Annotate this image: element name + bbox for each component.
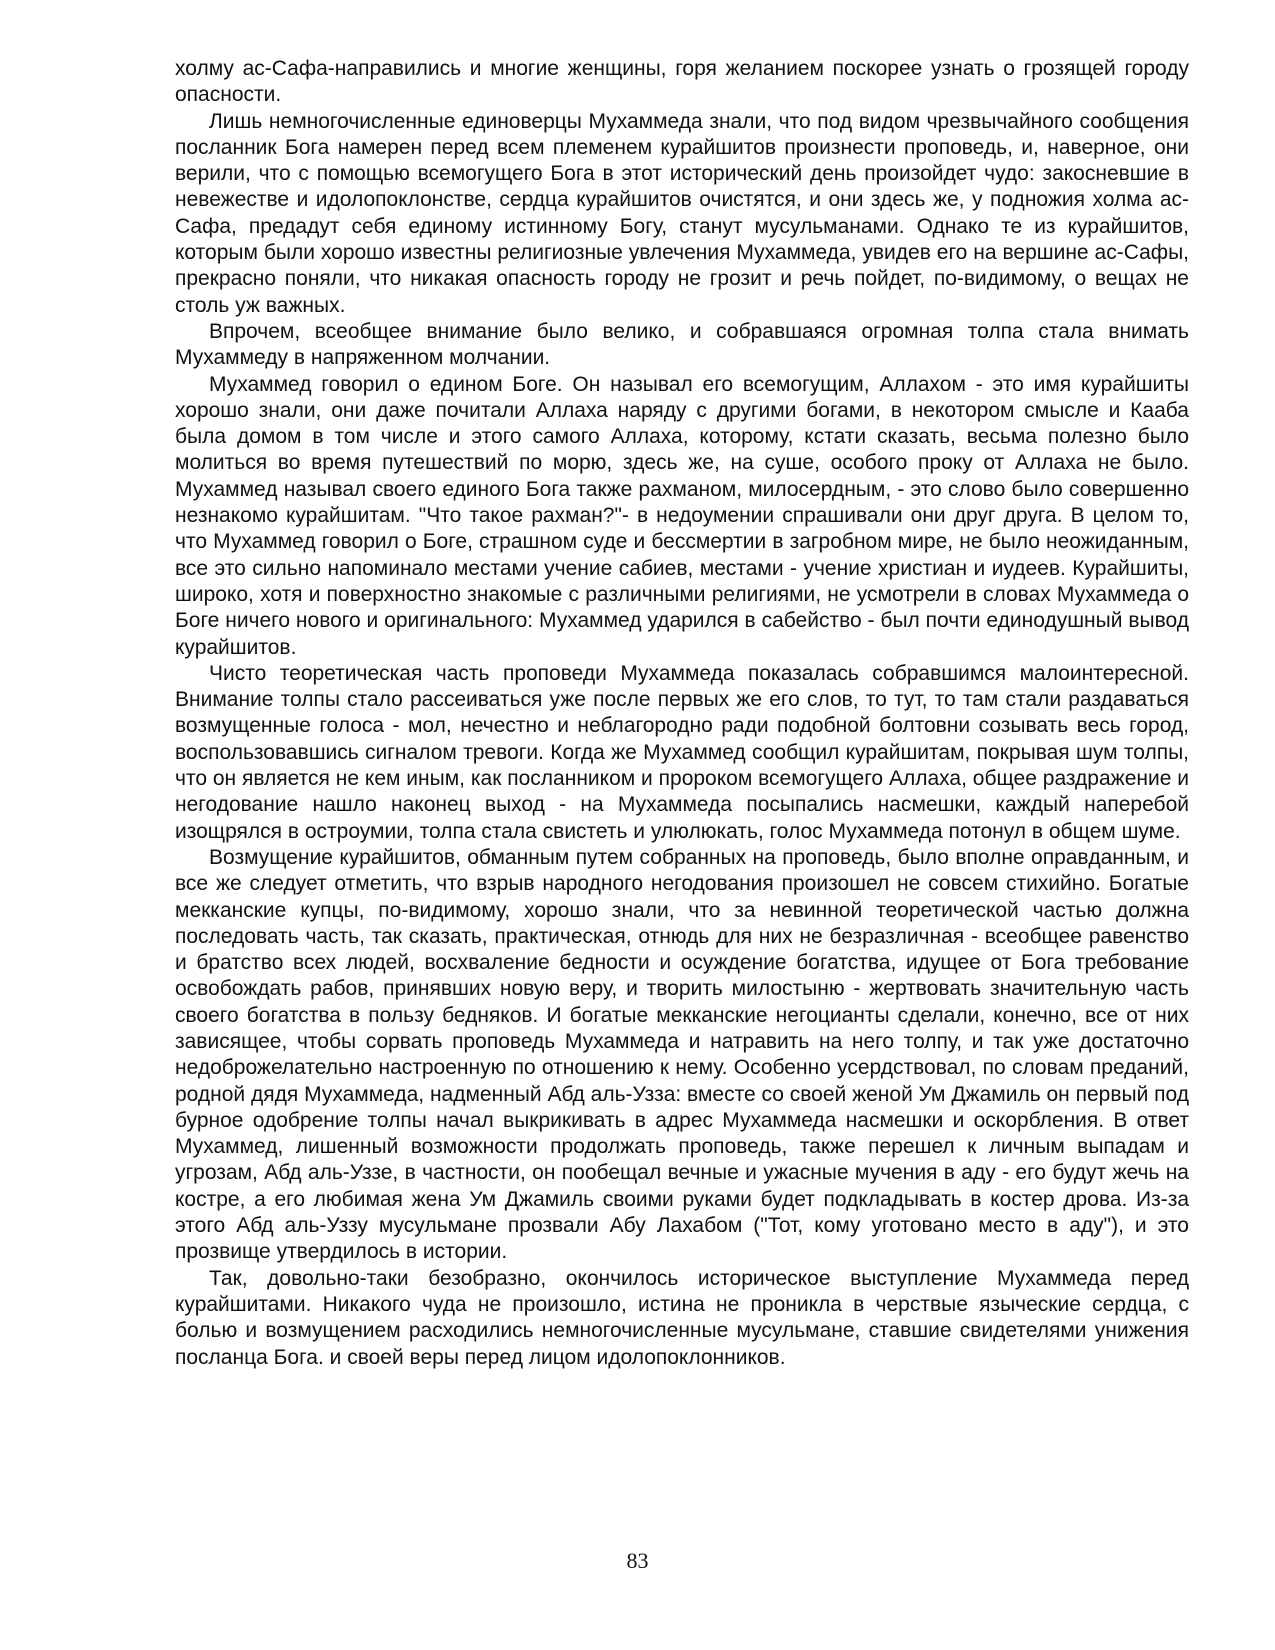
paragraph-followers: Лишь немногочисленные единоверцы Мухаммеда знали, что под видом чрезвычайного сообщения посланник Бога намерен перед всем племенем курайшитов произнести проповедь, и, наверное, они верили, что с помощью всемогущего Бога в этот исторический день произойдет чудо: закосневшие в невежестве и идолопоклонстве, сердца курайшитов очистятся, и они здесь же, у подножия холма ас-Сафа, предадут себя единому истинному Богу, станут мусульманами. Однако те из курайшитов, которым были хорошо известны религиозные увлечения Мухаммеда, увидев его на вершине ас-Сафы, прекрасно поняли, что никакая опасность городу не грозит и речь пойдет, по-видимому, о вещах не столь уж важных.: [175, 109, 1189, 317]
page-body: [175, 56, 1189, 1371]
paragraph-continuation: холму ас-Сафа-направились и многие женщины, горя желанием поскорее узнать о грозящей городу опасности.: [175, 57, 1189, 107]
paragraph-ending: Так, довольно-таки безобразно, окончилось историческое выступление Мухаммеда перед курайшитами. Никакого чуда не произошло, истина не проникла в черствые языческие сердца, с болью и возмущением расходились немногочисленные мусульмане, ставшие свидетелями унижения посланца Бога. и своей веры перед лицом идолопоклонников.: [175, 1266, 1189, 1369]
paragraph-theoretical-part: Чисто теоретическая часть проповеди Мухаммеда показалась собравшимся малоинтересной. Внимание толпы стало рассеиваться уже после первых же его слов, то тут, то там стали раздаваться возмущенные голоса - мол, нечестно и неблагородно ради подобной болтовни созывать весь город, воспользовавшись сигналом тревоги. Когда же Мухаммед сообщил курайшитам, покрывая шум толпы, что он является не кем иным, как посланником и пророком всемогущего Аллаха, общее раздражение и негодование нашло наконец выход - на Мухаммеда посыпались насмешки, каждый наперебой изощрялся в остроумии, толпа стала свистеть и улюлюкать, голос Мухаммеда потонул в общем шуме.: [175, 661, 1189, 843]
paragraph-attention: Впрочем, всеобщее внимание было велико, и собравшаяся огромная толпа стала внимать Мухаммеду в напряженном молчании.: [175, 319, 1189, 370]
paragraph-indignation: Возмущение курайшитов, обманным путем собранных на проповедь, было вполне оправданным, и все же следует отметить, что взрыв народного негодования произошел не совсем стихийно. Богатые мекканские купцы, по-видимому, хорошо знали, что за невинной теоретической частью должна последовать часть, так сказать, практическая, отнюдь для них не безразличная - всеобщее равенство и братство всех людей, восхваление бедности и осуждение богатства, идущее от Бога требование освобождать рабов, принявших новую веру, и творить милостыню - жертвовать значительную часть своего богатства в пользу бедняков. И богатые мекканские негоцианты сделали, конечно, все от них зависящее, чтобы сорвать проповедь Мухаммеда и натравить на него толпу, и так уже достаточно недоброжелательно настроенную по отношению к нему. Особенно усердствовал, по словам преданий, родной дядя Мухаммеда, надменный Абд аль-Узза: вместе со своей женой Ум Джамиль он первый под бурное одобрение толпы начал выкрикивать в адрес Мухаммеда насмешки и оскорбления. В ответ Мухаммед, лишенный возможности продолжать проповедь, также перешел к личным выпадам и угрозам, Абд аль-Уззе, в частности, он пообещал вечные и ужасные мучения в аду - его будут жечь на костре, а его любимая жена Ум Джамиль своими руками будет подкладывать в костер дрова. Из-за этого Абд аль-Уззу мусульмане прозвали Абу Лахабом ("Тот, кому уготовано место в аду"), и это прозвище утвердилось в истории.: [175, 845, 1189, 1264]
paragraph-one-god: Мухаммед говорил о едином Боге. Он называл его всемогущим, Аллахом - это имя курайшиты хорошо знали, они даже почитали Аллаха наряду с другими богами, в некотором смысле и Кааба была домом в том числе и этого самого Аллаха, которому, кстати сказать, весьма полезно было молиться во время путешествий по морю, здесь же, на суше, особого проку от Аллаха не было. Мухаммед называл своего единого Бога также рахманом, милосердным, - это слово было совершенно незнакомо курайшитам. "Что такое рахман?"- в недоумении спрашивали они друг друга. В целом то, что Мухаммед говорил о Боге, страшном суде и бессмертии в загробном мире, не было неожиданным, все это сильно напоминало местами учение сабиев, местами - учение христиан и иудеев. Курайшиты, широко, хотя и поверхностно знакомые с различными религиями, не усмотрели в словах Мухаммеда о Боге ничего нового и оригинального: Мухаммед ударился в сабейство - был почти единодушный вывод курайшитов.: [175, 372, 1189, 659]
page-number: 83: [626, 1548, 649, 1573]
